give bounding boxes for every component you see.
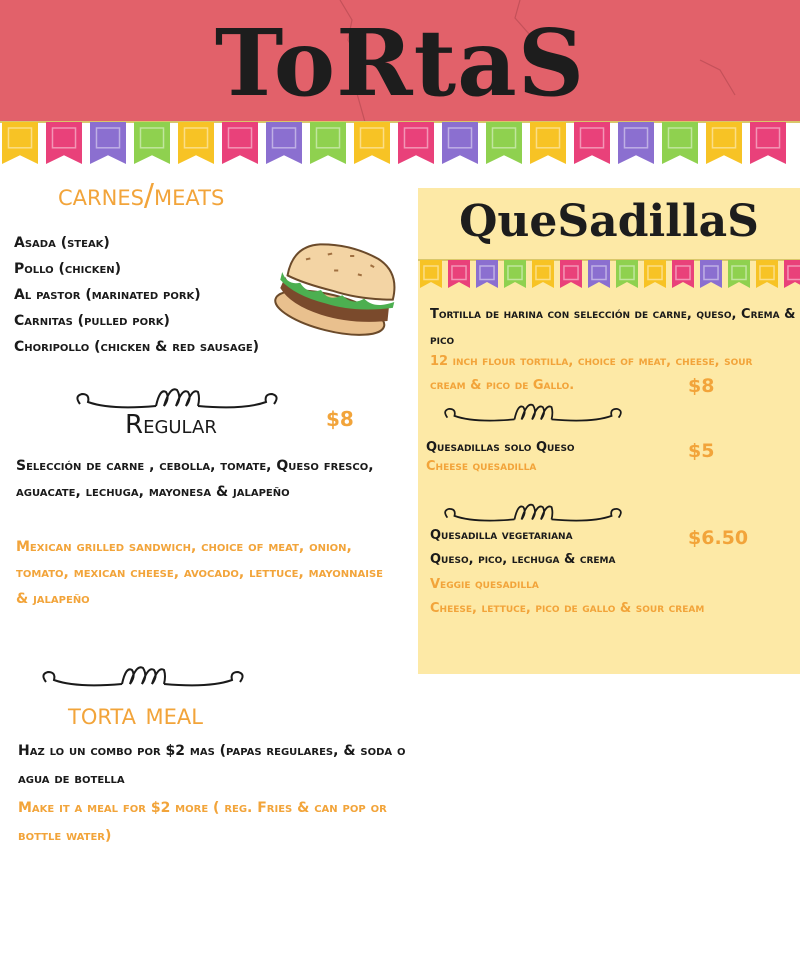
regular-title: Regular [125,410,217,440]
quesadilla-price: $8 [688,375,715,397]
meats-section-title: carnes/meats [58,178,225,213]
torta-sandwich-icon [270,228,406,348]
regular-description-es: Selección de carne , cebolla, tomate, Queso fresco, aguacate, lechuga, mayonesa & jalapeño [16,458,374,500]
quesadilla-description-es: Tortilla de harina con selección de carne, queso, Crema & pico [430,307,796,348]
cheese-quesadilla-en: Cheese quesadilla [426,459,537,474]
pennant-banner-small [418,258,800,290]
meat-item: Al pastor (marinated pork) [14,287,201,303]
pennant-flag [784,260,800,288]
pennant-banner [0,120,800,168]
veggie-quesadilla-en: Veggie quesadilla [430,577,539,592]
swirl-divider-icon [28,662,258,696]
swirl-divider-icon [438,500,628,530]
veggie-quesadilla-es: Queso, pico, lechuga & crema [430,552,616,567]
meat-item: Choripollo (chicken & red sausage) [14,339,260,355]
swirl-divider-icon [438,400,628,430]
meal-title: torta meal [68,697,203,732]
quesadillas-title: QueSadillaS [459,196,759,247]
quesadilla-description-en: 12 inch flour tortilla, choice of meat, cheese, sour cream & pico de Gallo. [430,354,753,393]
meat-item: Carnitas (pulled pork) [14,313,170,329]
meal-description-en: Make it a meal for $2 more ( reg. Fries & can pop or bottle water) [18,800,387,844]
meat-item: Asada (steak) [14,235,110,251]
meal-description-es: Haz lo un combo por $2 mas (papas regulares, & soda o agua de botella [18,743,406,787]
regular-price: $8 [326,407,354,431]
veggie-quesadilla-name: Quesadilla vegetariana [430,528,573,543]
cheese-quesadilla-name: Quesadillas solo Queso [426,440,575,455]
page-title: ToRtaS [214,9,586,117]
meat-item: Pollo (chicken) [14,261,122,277]
cheese-quesadilla-price: $5 [688,440,715,462]
regular-description-en: Mexican grilled sandwich, choice of meat, onion, tomato, mexican cheese, avocado, lettuce, mayonnaise & jalapeño [16,539,383,607]
veggie-quesadilla-details: Cheese, lettuce, pico de gallo & sour cream [430,601,705,616]
meats-list [14,230,314,360]
veggie-quesadilla-price: $6.50 [688,527,749,549]
